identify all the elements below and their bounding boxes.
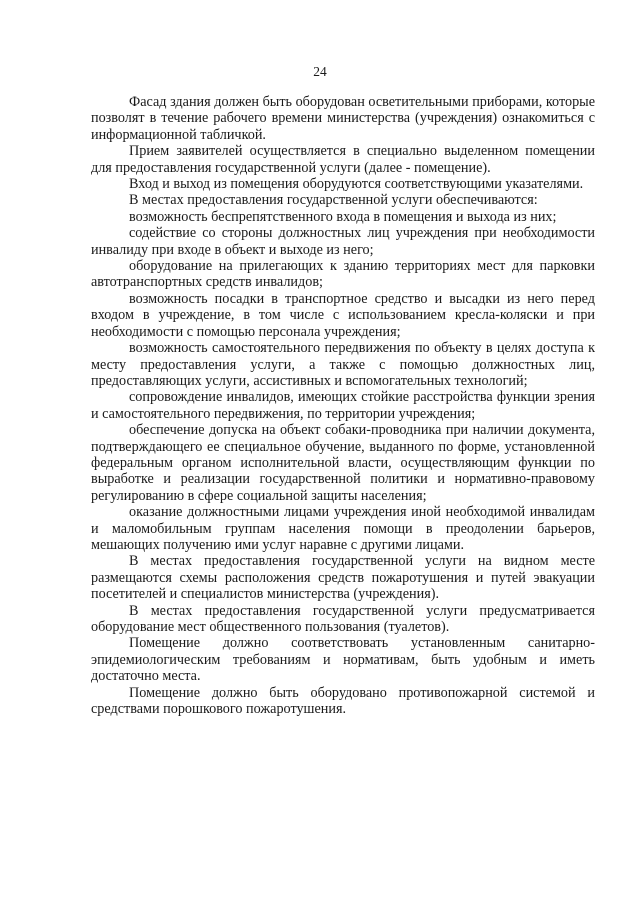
paragraph-facade-lighting: Фасад здания должен быть оборудован осветительными приборами, которые позволят в течение рабочего времени министерства (учреждения) ознакомиться с информационной табличкой. bbox=[91, 94, 595, 143]
paragraph-public-facilities: В местах предоставления государственной услуги предусматривается оборудование мест общественного пользования (туалетов). bbox=[91, 602, 595, 635]
paragraph-fire-safety: Помещение должно быть оборудовано противопожарной системой и средствами порошкового пожаротушения. bbox=[91, 684, 595, 718]
list-item-independent-movement: возможность самостоятельного передвижения по объекту в целях доступа к месту предоставления услуги, а также с помощью должностных лиц, предоставляющих услуги, ассистивных и вспомогательных технологий; bbox=[91, 340, 595, 389]
list-item-barrier-free-access: возможность беспрепятственного входа в помещения и выхода из них; bbox=[129, 208, 557, 225]
paragraph-provision-intro: В местах предоставления государственной услуги обеспечиваются: bbox=[129, 192, 538, 209]
paragraph-evacuation-schemes: В местах предоставления государственной услуги на видном месте размещаются схемы расположения средств пожаротушения и путей эвакуации посетителей и специалистов министерства (учреждения). bbox=[91, 553, 595, 603]
list-item-other-help: оказание должностными лицами учреждения иной необходимой инвалидам и маломобильным группам населения помощи в преодолении барьеров, мешающих получению ими услуг наравне с другими лицами. bbox=[91, 504, 595, 553]
list-item-transport-boarding: возможность посадки в транспортное средство и высадки из него перед входом в учреждение, в том числе с использованием кресла-коляски и при необходимости с помощью персонала учреждения; bbox=[91, 290, 595, 340]
page-number: 24 bbox=[313, 64, 327, 79]
list-item-guide-dog: обеспечение допуска на объект собаки-проводника при наличии документа, подтверждающего ее специальное обучение, выданного по форме, установленной федеральным органом исполнительной власти, осуществляющим функции по выработке и реализации государственной политики и нормативно-правовому регулированию в сфере социальной защиты населения; bbox=[91, 422, 595, 504]
paragraph-reception-room: Прием заявителей осуществляется в специально выделенном помещении для предоставления государственной услуги (далее - помещение). bbox=[91, 143, 595, 176]
list-item-parking: оборудование на прилегающих к зданию территориях мест для парковки автотранспортных средств инвалидов; bbox=[91, 258, 595, 291]
document-body bbox=[91, 94, 595, 717]
list-item-escort: сопровождение инвалидов, имеющих стойкие расстройства функции зрения и самостоятельного передвижения, по территории учреждения; bbox=[91, 389, 595, 422]
paragraph-entrance-signs: Вход и выход из помещения оборудуются соответствующими указателями. bbox=[129, 176, 584, 193]
paragraph-sanitary-requirements: Помещение должно соответствовать установленным санитарно-эпидемиологическим требованиям и нормативам, быть удобным и иметь достаточно места. bbox=[91, 635, 595, 685]
list-item-staff-assistance: содействие со стороны должностных лиц учреждения при необходимости инвалиду при входе в объект и выходе из него; bbox=[91, 225, 595, 258]
